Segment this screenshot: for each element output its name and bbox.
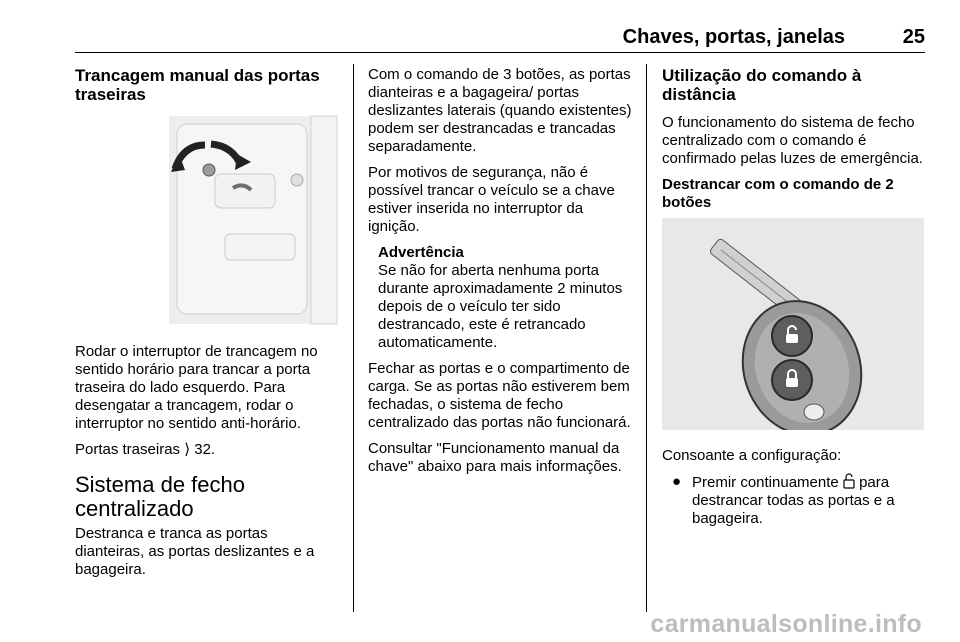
page-number: 25: [902, 26, 925, 48]
bullet-text: [692, 473, 932, 528]
bullet-text-start: Premir continuamente: [692, 474, 843, 491]
warning-title: Advertência: [378, 244, 464, 261]
bullet-text-end: para destrancar todas as portas e a bagageira.: [692, 474, 895, 527]
paragraph-3-button: Com o comando de 3 botões, as portas dianteiras e a bagageira/ portas deslizantes laterais (quando existentes) podem ser destrancadas e trancadas separadamente.: [368, 66, 632, 155]
warning-box: [378, 244, 636, 352]
bullet-item: [672, 473, 932, 528]
heading-remote: Utilização do comando à distância: [662, 66, 862, 104]
column-2: [368, 66, 636, 484]
warning-text: Se não for aberta nenhuma porta durante aproximadamente 2 minutos depois de o veículo ter sido destrancado, este é retrancado automaticamente.: [378, 262, 623, 351]
watermark: carmanualsonline.info: [650, 610, 922, 638]
paragraph-see-manual: Consultar "Funcionamento manual da chave" abaixo para mais informações.: [368, 440, 622, 475]
cross-reference: Portas traseiras ⟩ 32.: [75, 441, 216, 458]
unlock-icon: [843, 473, 855, 489]
heading-manual-lock: Trancagem manual das portas traseiras: [75, 66, 320, 104]
subheading-2-button: Destrancar com o comando de 2 botões: [662, 176, 894, 211]
paragraph-remote-confirm: O funcionamento do sistema de fecho centralizado com o comando é confirmado pelas luzes de emergência.: [662, 114, 923, 167]
bullet-dot: ●: [672, 473, 682, 490]
column-divider-2: [646, 64, 647, 612]
page-header: [75, 26, 925, 53]
rear-door-lock-figure: [75, 114, 340, 331]
paragraph-close-doors: Fechar as portas e o compartimento de carga. Se as portas não estiverem bem fechadas, o sistema de fecho centralizado das portas não funcionará.: [368, 360, 631, 431]
section-text: Destranca e tranca as portas dianteiras, as portas deslizantes e a bagageira.: [75, 525, 315, 578]
paragraph-safety: Por motivos de segurança, não é possível trancar o veículo se a chave estiver inserida no interruptor da ignição.: [368, 164, 615, 235]
column-3: [662, 66, 932, 528]
remote-key-illustration: [662, 218, 924, 430]
chapter-title: Chaves, portas, janelas: [622, 26, 845, 48]
column-1: [75, 66, 340, 587]
key-figure: [662, 218, 932, 435]
rear-door-illustration: [75, 114, 340, 326]
column-divider-1: [353, 64, 354, 612]
paragraph-configuration: Consoante a configuração:: [662, 447, 842, 464]
figure-caption: Rodar o interruptor de trancagem no sentido horário para trancar a porta traseira do lado esquerdo. Para desengatar a trancagem, rodar o interruptor no sentido anti-horário.: [75, 343, 318, 432]
section-title: Sistema de fecho centralizado: [75, 472, 245, 521]
